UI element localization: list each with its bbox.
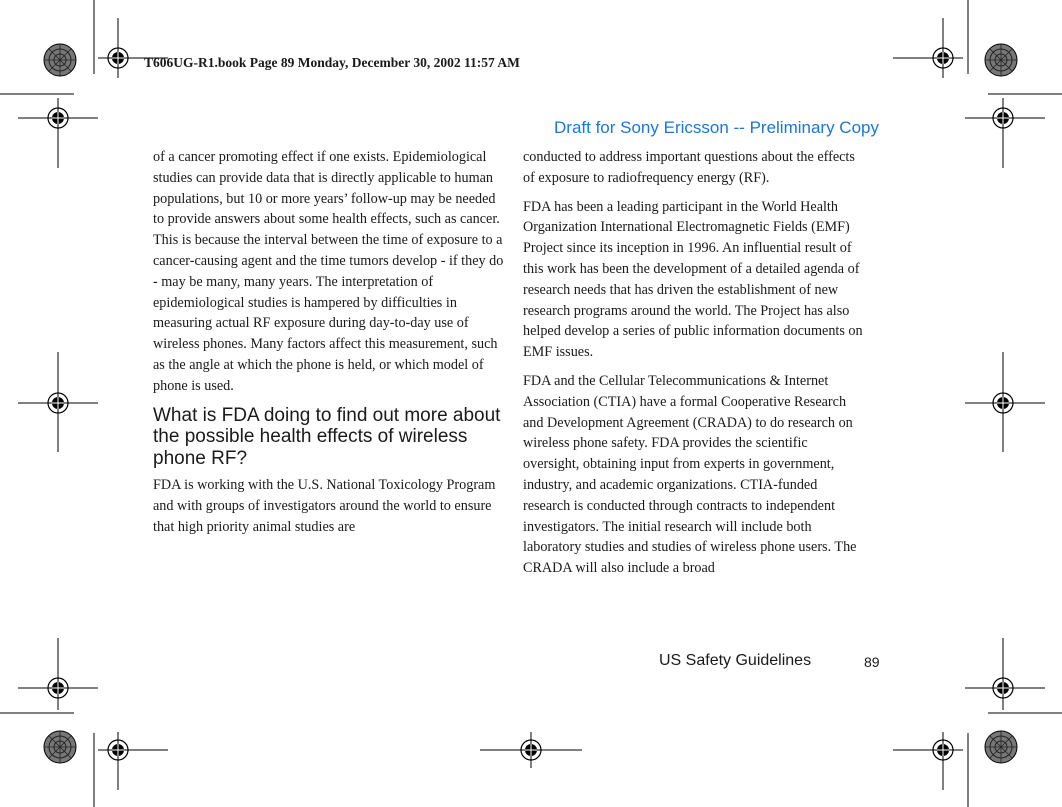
right-paragraph-3: FDA and the Cellular Telecommunications & Internet Association (CTIA) have a formal Cooperative Research and Development Agreement (CRADA) to do research on wireless phone safety. FDA provides the scientific oversight, obtaining input from experts in government, industry, and academic organizations. CTIA-funded research is conducted through contracts to independent investigators. The initial research will include both laboratory studies and studies of wireless phone users. The CRADA will also include a broad (523, 372, 857, 577)
footer-section-title: US Safety Guidelines (659, 652, 812, 669)
right-paragraph-1: conducted to address important questions about the effects of exposure to radiofrequency energy (RF). (523, 149, 855, 186)
right-paragraph-2: FDA has been a leading participant in the World Health Organization International Electromagnetic Fields (EMF) Project since its inception in 1996. An influential result of this work has been the development of a detailed agenda of research needs that has driven the establishment of new research programs around the world. The Project has also helped develop a series of public information documents on EMF issues. (523, 198, 863, 361)
right-column (523, 147, 863, 587)
print-header: T606UG-R1.book Page 89 Monday, December 30, 2002 11:57 AM (144, 55, 520, 70)
left-column (153, 147, 509, 545)
left-paragraph-2: FDA is working with the U.S. National Toxicology Program and with groups of investigators around the world to ensure that high priority animal studies are (153, 477, 496, 535)
draft-notice: Draft for Sony Ericsson -- Preliminary Copy (554, 118, 879, 137)
page-number: 89 (864, 654, 880, 670)
section-heading: What is FDA doing to find out more about the possible health effects of wireless phone RF? (153, 404, 501, 469)
left-paragraph-1: of a cancer promoting effect if one exists. Epidemiological studies can provide data that is directly applicable to human populations, but 10 or more years’ follow-up may be needed to provide answers about some health effects, such as cancer. This is because the interval between the time of exposure to a cancer-causing agent and the time tumors develop - if they do - may be many, many years. The interpretation of epidemiological studies is hampered by difficulties in measuring actual RF exposure during day-to-day use of wireless phones. Many factors affect this measurement, such as the angle at which the phone is held, or which model of phone is used. (153, 149, 504, 394)
